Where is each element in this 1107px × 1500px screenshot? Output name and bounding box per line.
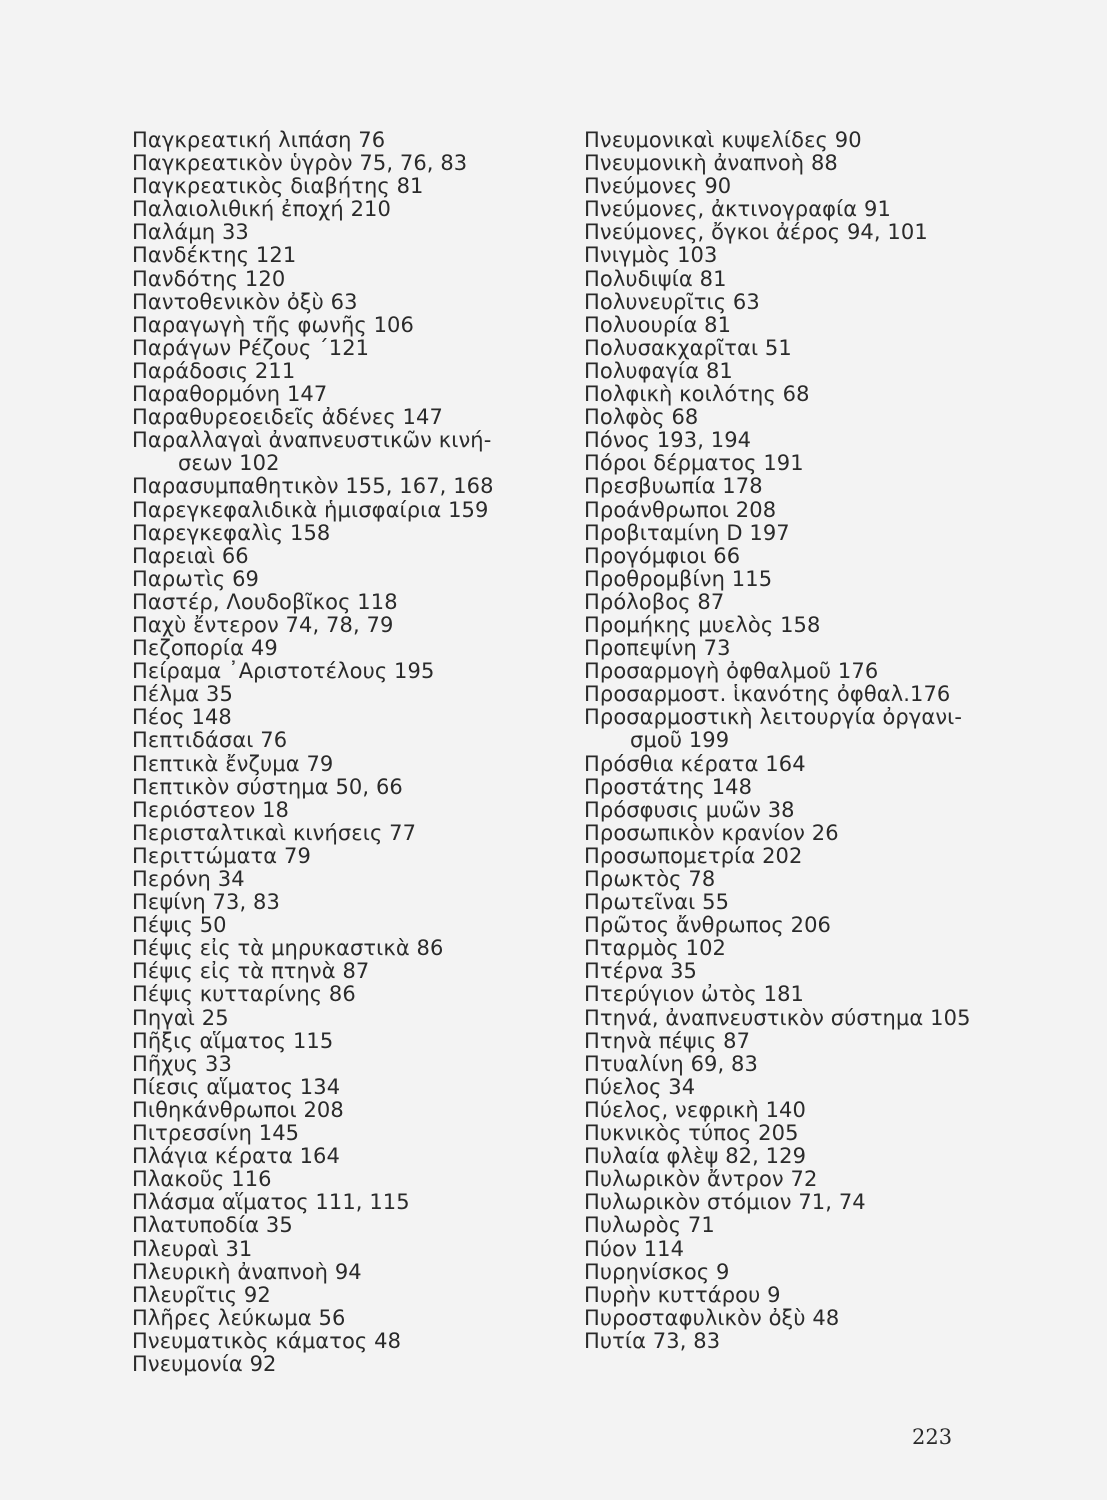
- index-entry: Πολυδιψία 81: [584, 266, 727, 291]
- index-entry: Προσωπικὸν κρανίον 26: [584, 820, 839, 845]
- index-entry: Πνευμονικὴ ἀναπνοὴ 88: [584, 151, 838, 176]
- index-entry: Πύελος 34: [584, 1074, 696, 1099]
- index-entry: Πυλωρικὸν ἄντρον 72: [584, 1167, 818, 1192]
- index-entry: Πρωτεῖναι 55: [584, 890, 730, 915]
- index-entry: Πέος 148: [132, 705, 232, 730]
- index-entry: Πεπτικὸν σύστημα 50, 66: [132, 774, 403, 799]
- index-entry: Πέψις κυτταρίνης 86: [132, 982, 356, 1007]
- index-entry: Πύον 114: [584, 1236, 685, 1261]
- index-entry: Παγκρεατικὸν ὑγρὸν 75, 76, 83: [132, 151, 468, 176]
- index-entry: Πνευματικὸς κάματος 48: [132, 1328, 402, 1353]
- index-entry: Πτυαλίνη 69, 83: [584, 1051, 758, 1076]
- index-entry: Πανδέκτης 121: [132, 243, 297, 268]
- index-entry-continuation: σμοῦ 199: [630, 728, 730, 753]
- index-entry: Πρῶτος ἄνθρωπος 206: [584, 913, 832, 938]
- index-entry: Πεψίνη 73, 83: [132, 890, 280, 915]
- index-entry: Πυρὴν κυττάρου 9: [584, 1282, 781, 1307]
- index-entry: Πρόλοβος 87: [584, 589, 725, 614]
- index-entry: Πῆξις αἵματος 115: [132, 1028, 334, 1053]
- index-entry: Πτερύγιον ὠτὸς 181: [584, 982, 805, 1007]
- index-entry: Πλῆρες λεύκωμα 56: [132, 1305, 346, 1330]
- index-entry: Περιττώματα 79: [132, 843, 311, 868]
- index-entry: Παραλλαγαὶ ἀναπνευστικῶν κινή-: [132, 428, 492, 453]
- index-entry: Πυλαία φλὲψ 82, 129: [584, 1144, 807, 1169]
- index-entry: Προσαρμογὴ ὀφθαλμοῦ 176: [584, 659, 879, 684]
- index-entry: Παρειαὶ 66: [132, 543, 249, 568]
- index-entry: Πλευραὶ 31: [132, 1236, 253, 1261]
- index-entry: Πεπτιδάσαι 76: [132, 728, 288, 753]
- index-entry: Πλατυποδία 35: [132, 1213, 293, 1238]
- index-entry-continuation: σεων 102: [178, 451, 280, 476]
- index-entry: Πρόσθια κέρατα 164: [584, 751, 806, 776]
- index-entry: Πνεύμονες 90: [584, 174, 732, 199]
- index-entry: Παράγων Ρέζους ΄121: [132, 335, 370, 360]
- index-entry: Πλάγια κέρατα 164: [132, 1144, 340, 1169]
- index-entry: Παχὺ ἔντερον 74, 78, 79: [132, 612, 394, 637]
- index-entry: Πιθηκάνθρωποι 208: [132, 1097, 344, 1122]
- index-column-right: [584, 129, 1034, 1353]
- index-entry: Παράδοσις 211: [132, 358, 296, 383]
- index-entry: Παραγωγὴ τῆς φωνῆς 106: [132, 312, 414, 337]
- index-entry: Πνεύμονες, ἀκτινογραφία 91: [584, 197, 891, 222]
- page-number: 223: [912, 1425, 953, 1449]
- index-entry: Πτηνά, ἀναπνευστικὸν σύστημα 105: [584, 1005, 971, 1030]
- index-entry: Περιόστεον 18: [132, 797, 290, 822]
- index-entry: Πρωκτὸς 78: [584, 867, 716, 891]
- index-entry: Πνευμονικαὶ κυψελίδες 90: [584, 128, 862, 152]
- index-entry: Πτέρνα 35: [584, 959, 697, 984]
- index-entry: Πεζοπορία 49: [132, 636, 278, 661]
- index-entry: Πῆχυς 33: [132, 1051, 232, 1076]
- index-entry: Πολφὸς 68: [584, 405, 699, 430]
- index-entry: Πείραμα ᾿Αριστοτέλους 195: [132, 659, 435, 684]
- index-entry: Προθρομβίνη 115: [584, 566, 773, 591]
- index-entry: Πυλωρικὸν στόμιον 71, 74: [584, 1190, 866, 1215]
- index-entry: Παρεγκεφαλὶς 158: [132, 520, 331, 545]
- index-entry: Προμήκης μυελὸς 158: [584, 612, 821, 637]
- index-entry: Πνευμονία 92: [132, 1351, 277, 1376]
- index-entry: Πνιγμὸς 103: [584, 243, 718, 268]
- index-entry: Πλάσμα αἵματος 111, 115: [132, 1190, 410, 1215]
- index-entry: Πλευρῖτις 92: [132, 1282, 271, 1307]
- index-entry: Πυροσταφυλικὸν ὀξὺ 48: [584, 1305, 840, 1330]
- index-entry: Πυλωρὸς 71: [584, 1213, 715, 1238]
- index-entry: Πέψις εἰς τὰ πτηνὰ 87: [132, 959, 370, 984]
- index-entry: Πόνος 193, 194: [584, 428, 752, 453]
- index-entry: Πολυνευρῖτις 63: [584, 289, 760, 314]
- index-entry: Πέψις 50: [132, 913, 227, 938]
- index-entry: Περισταλτικαὶ κινήσεις 77: [132, 820, 417, 845]
- index-entry: Πολυφαγία 81: [584, 358, 733, 383]
- index-entry: Πίεσις αἵματος 134: [132, 1074, 341, 1099]
- index-entry: Πλευρικὴ ἀναπνοὴ 94: [132, 1259, 362, 1284]
- index-entry: Πέψις εἰς τὰ μηρυκαστικὰ 86: [132, 936, 444, 961]
- index-entry: Παστέρ, Λουδοβῖκος 118: [132, 589, 398, 614]
- index-entry: Πόροι δέρματος 191: [584, 451, 804, 476]
- index-entry: Προβιταμίνη D 197: [584, 520, 790, 545]
- index-entry: Πολυσακχαρῖται 51: [584, 335, 792, 360]
- index-entry: Πρόσφυσις μυῶν 38: [584, 797, 795, 822]
- index-entry: Παραθυρεοειδεῖς ἀδένες 147: [132, 405, 443, 430]
- index-entry: Πυτία 73, 83: [584, 1328, 721, 1353]
- index-entry: Πνεύμονες, ὄγκοι ἀέρος 94, 101: [584, 220, 928, 245]
- index-entry: Παρεγκεφαλιδικὰ ἡμισφαίρια 159: [132, 497, 489, 522]
- index-entry: Πρεσβυωπία 178: [584, 474, 763, 499]
- index-entry: Πέλμα 35: [132, 682, 233, 707]
- index-entry: Προσωπομετρία 202: [584, 843, 803, 868]
- index-entry: Παντοθενικὸν ὀξὺ 63: [132, 289, 358, 314]
- index-entry: Προπεψίνη 73: [584, 636, 731, 661]
- index-entry: Παγκρεατικὸς διαβήτης 81: [132, 174, 424, 199]
- index-entry: Προάνθρωποι 208: [584, 497, 777, 522]
- index-entry: Παρωτὶς 69: [132, 566, 260, 591]
- index-entry: Πιτρεσσίνη 145: [132, 1121, 300, 1146]
- index-entry: Πλακοῦς 116: [132, 1167, 272, 1192]
- index-entry: Παγκρεατική λιπάση 76: [132, 128, 386, 152]
- index-entry: Περόνη 34: [132, 867, 245, 891]
- index-entry: Πυρηνίσκος 9: [584, 1259, 730, 1284]
- index-entry: Πανδότης 120: [132, 266, 286, 291]
- index-entry: Παρασυμπαθητικὸν 155, 167, 168: [132, 474, 494, 499]
- index-column-left: [132, 129, 582, 1376]
- index-entry: Πεπτικὰ ἔνζυμα 79: [132, 751, 334, 776]
- index-entry: Πυκνικὸς τύπος 205: [584, 1121, 799, 1146]
- index-entry: Πταρμὸς 102: [584, 936, 726, 961]
- index-entry: Πολυουρία 81: [584, 312, 732, 337]
- index-entry: Πολφικὴ κοιλότης 68: [584, 382, 810, 407]
- index-entry: Παραθορμόνη 147: [132, 382, 328, 407]
- index-entry: Προστάτης 148: [584, 774, 753, 799]
- index-entry: Προσαρμοστ. ἱκανότης ὀφθαλ.176: [584, 682, 951, 707]
- index-entry: Πύελος, νεφρικὴ 140: [584, 1097, 806, 1122]
- index-entry: Πηγαὶ 25: [132, 1005, 229, 1030]
- index-entry: Προγόμφιοι 66: [584, 543, 741, 568]
- index-entry: Παλάμη 33: [132, 220, 249, 245]
- index-entry: Παλαιολιθική ἐποχή 210: [132, 197, 391, 222]
- index-entry: Πτηνὰ πέψις 87: [584, 1028, 751, 1053]
- index-entry: Προσαρμοστικὴ λειτουργία ὀργανι-: [584, 705, 963, 730]
